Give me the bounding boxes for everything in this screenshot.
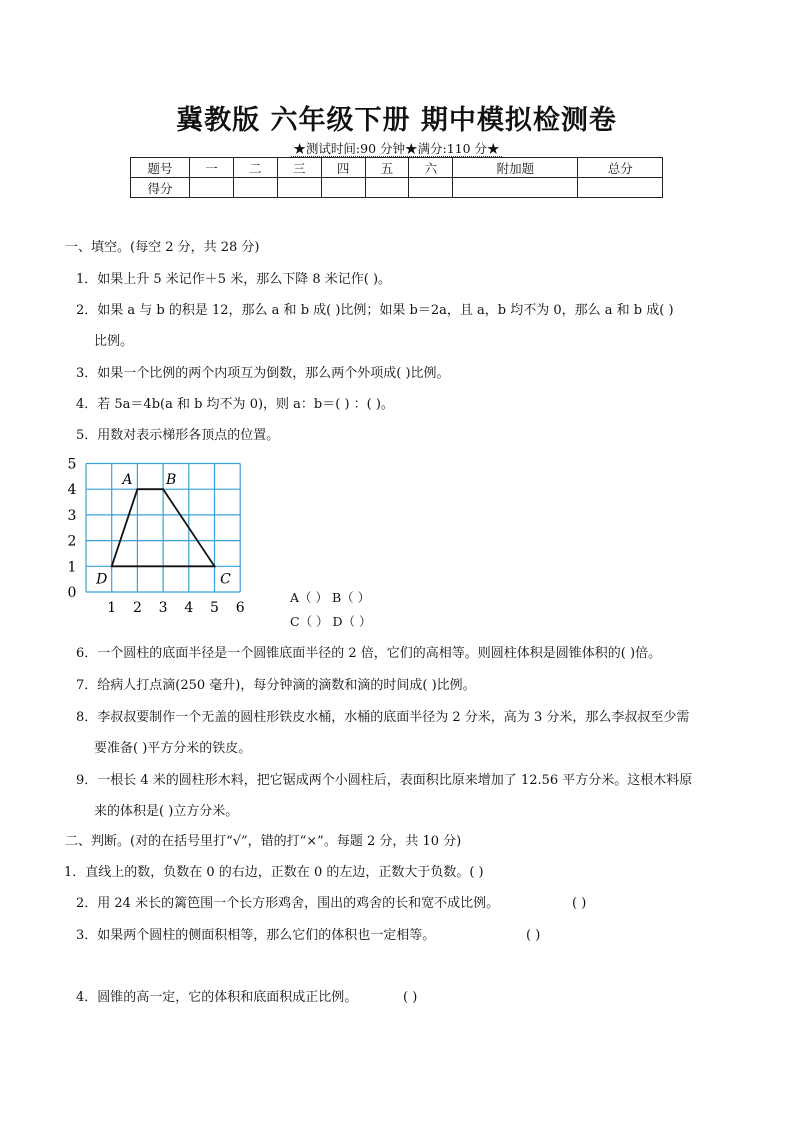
question-1-2: 2．如果 a 与 b 的积是 12，那么 a 和 b 成( )比例；如果 b＝2a，且 a，b 均不为 0，那么 a 和 b 成( )	[76, 303, 674, 318]
score-cell-extra: 附加题	[453, 158, 578, 178]
score-cell-5: 五	[365, 158, 409, 178]
x-tick-label: 3	[158, 600, 168, 616]
score-input[interactable]	[578, 178, 663, 198]
y-tick-label: 5	[67, 456, 77, 473]
question-1-3: 3．如果一个比例的两个内项互为倒数，那么两个外项成( )比例。	[76, 366, 450, 381]
score-input[interactable]	[190, 178, 234, 198]
score-input[interactable]	[365, 178, 409, 198]
question-1-8: 8．李叔叔要制作一个无盖的圆柱形铁皮水桶，水桶的底面半径为 2 分米，高为 3 分米，那么李叔叔至少需	[76, 710, 690, 725]
score-cell-2: 二	[233, 158, 277, 178]
y-tick-label: 3	[67, 507, 77, 524]
question-1-9-cont: 来的体积是( )立方分米。	[94, 804, 239, 819]
answer-paren-2-3[interactable]: ( )	[526, 928, 541, 943]
coordinate-grid	[62, 456, 262, 616]
score-input[interactable]	[277, 178, 321, 198]
question-1-1: 1．如果上升 5 米记作＋5 米，那么下降 8 米记作( )。	[76, 272, 392, 287]
x-tick-label: 5	[210, 600, 219, 616]
grid-lines	[86, 464, 240, 593]
x-tick-label: 6	[235, 600, 245, 616]
question-1-7: 7．给病人打点滴(250 毫升)，每分钟滴的滴数和滴的时间成( )比例。	[76, 678, 476, 693]
score-cell-3: 三	[277, 158, 321, 178]
section2-heading: 二、判断。(对的在括号里打“√”，错的打“×”。每题 2 分，共 10 分)	[65, 834, 462, 849]
section1-heading: 一、填空。(每空 2 分，共 28 分)	[65, 240, 260, 255]
vertex-label-a: A	[122, 472, 133, 489]
score-cell-6: 六	[409, 158, 453, 178]
answer-paren-2-2[interactable]: ( )	[572, 896, 587, 911]
grid-svg	[62, 456, 262, 616]
score-input[interactable]	[453, 178, 578, 198]
score-cell-label: 题号	[131, 158, 190, 178]
score-input[interactable]	[409, 178, 453, 198]
score-table	[130, 157, 663, 198]
question-1-4: 4．若 5a＝4b(a 和 b 均不为 0)，则 a：b＝( ) ：( )。	[76, 397, 394, 412]
vertex-label-d: D	[96, 571, 108, 588]
question-1-2-cont: 比例。	[94, 334, 134, 349]
question-2-3: 3．如果两个圆柱的侧面积相等，那么它们的体积也一定相等。	[76, 928, 436, 943]
vertex-answer-row-2: C（ ） D（ ）	[290, 614, 372, 629]
vertex-answer-row-1: A（ ） B（ ）	[290, 590, 371, 605]
question-1-8-cont: 要准备( )平方分米的铁皮。	[94, 741, 252, 756]
y-tick-label: 0	[67, 585, 77, 601]
question-1-5: 5．用数对表示梯形各顶点的位置。	[76, 428, 280, 443]
question-2-4: 4．圆锥的高一定，它的体积和底面积成正比例。	[76, 990, 358, 1005]
y-tick-label: 2	[67, 533, 77, 550]
y-tick-label: 4	[67, 482, 77, 499]
question-1-9: 9．一根长 4 米的圆柱形木料，把它锯成两个小圆柱后，表面积比原来增加了 12.56 平方分米。这根木料原	[76, 773, 693, 788]
vertex-label-c: C	[220, 571, 231, 588]
score-table-header-row	[131, 158, 663, 178]
score-cell-total: 总分	[578, 158, 663, 178]
score-input[interactable]	[233, 178, 277, 198]
vertex-label-b: B	[165, 472, 177, 489]
question-2-2: 2．用 24 米长的篱笆围一个长方形鸡舍，围出的鸡舍的长和宽不成比例。	[76, 896, 500, 911]
page-title: 冀教版 六年级下册 期中模拟检测卷	[176, 105, 617, 136]
question-1-6: 6．一个圆柱的底面半径是一个圆锥底面半径的 2 倍，它们的高相等。则圆柱体积是圆锥体积的( )倍。	[76, 646, 662, 661]
x-tick-label: 4	[184, 600, 194, 616]
page-subtitle	[0, 139, 793, 157]
score-table-score-row	[131, 178, 663, 198]
score-cell-4: 四	[321, 158, 365, 178]
score-cell-1: 一	[190, 158, 234, 178]
x-tick-label: 2	[132, 600, 142, 616]
score-input[interactable]	[321, 178, 365, 198]
answer-paren-2-4[interactable]: ( )	[403, 990, 418, 1005]
test-info: ★测试时间:90 分钟★满分:110 分★	[293, 141, 500, 156]
x-tick-label: 1	[107, 600, 117, 616]
score-row-label: 得分	[131, 178, 190, 198]
question-2-1: 1．直线上的数，负数在 0 的右边，正数在 0 的左边，正数大于负数。( )	[64, 865, 484, 880]
y-tick-label: 1	[67, 559, 77, 576]
